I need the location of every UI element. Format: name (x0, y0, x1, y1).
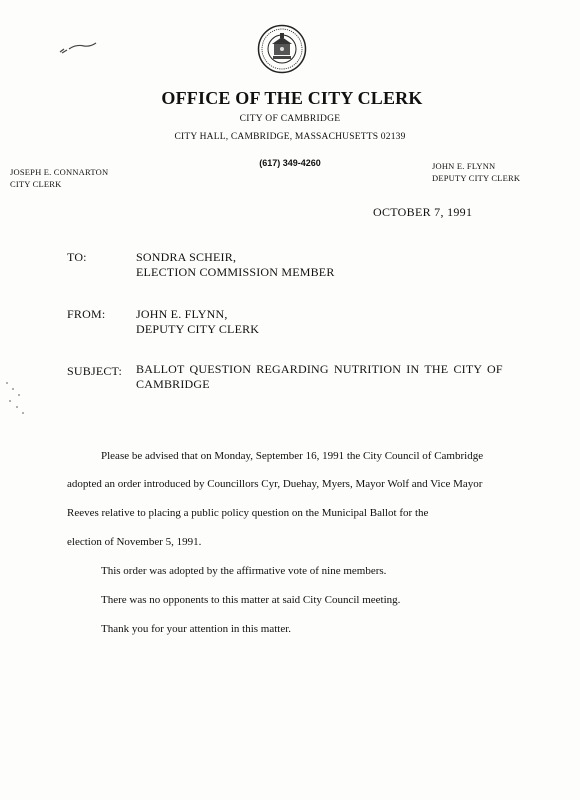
from-sender-title: DEPUTY CITY CLERK (136, 322, 260, 336)
body-opponents-line: There was no opponents to this matter at said City Council meeting. (101, 594, 401, 606)
from-label: FROM: (67, 307, 106, 321)
city-clerk-title: CITY CLERK (10, 179, 62, 189)
subject-line-1: BALLOT QUESTION REGARDING NUTRITION IN THE CITY OF (136, 362, 503, 376)
handwritten-mark-icon (58, 40, 98, 56)
from-sender-name: JOHN E. FLYNN, (136, 307, 228, 321)
body-vote-line: This order was adopted by the affirmative vote of nine members. (101, 565, 387, 577)
body-paragraph-line: Reeves relative to placing a public policy question on the Municipal Ballot for the (67, 507, 429, 519)
subject-label: SUBJECT: (67, 364, 123, 378)
to-label: TO: (67, 250, 87, 264)
body-paragraph-line: election of November 5, 1991. (67, 536, 202, 548)
deputy-clerk-block (432, 160, 520, 184)
city-clerk-name: JOSEPH E. CONNARTON (10, 167, 109, 177)
office-phone: (617) 349-4260 (259, 158, 321, 168)
deputy-clerk-title: DEPUTY CITY CLERK (432, 173, 521, 183)
subject-line-2: CAMBRIDGE (136, 377, 210, 391)
city-hall-address: CITY HALL, CAMBRIDGE, MASSACHUSETTS 02139 (174, 132, 406, 142)
deputy-clerk-name: JOHN E. FLYNN (432, 161, 496, 171)
subject-text (136, 362, 526, 392)
margin-specks (4, 378, 28, 418)
body-thanks-line: Thank you for your attention in this matter. (101, 623, 292, 635)
to-recipient-name: SONDRA SCHEIR, (136, 250, 237, 264)
body-paragraph-line: Please be advised that on Monday, September 16, 1991 the City Council of Cambridge (101, 450, 484, 462)
to-recipient (136, 250, 335, 280)
from-sender (136, 307, 259, 337)
city-clerk-block (10, 166, 108, 190)
office-title: OFFICE OF THE CITY CLERK (161, 88, 423, 108)
city-seal-icon (257, 24, 307, 74)
letter-date: OCTOBER 7, 1991 (373, 205, 473, 219)
to-recipient-title: ELECTION COMMISSION MEMBER (136, 265, 335, 279)
body-paragraph-line: adopted an order introduced by Councillors Cyr, Duehay, Myers, Mayor Wolf and Vice Mayor (67, 478, 483, 490)
city-name: CITY OF CAMBRIDGE (239, 114, 341, 124)
